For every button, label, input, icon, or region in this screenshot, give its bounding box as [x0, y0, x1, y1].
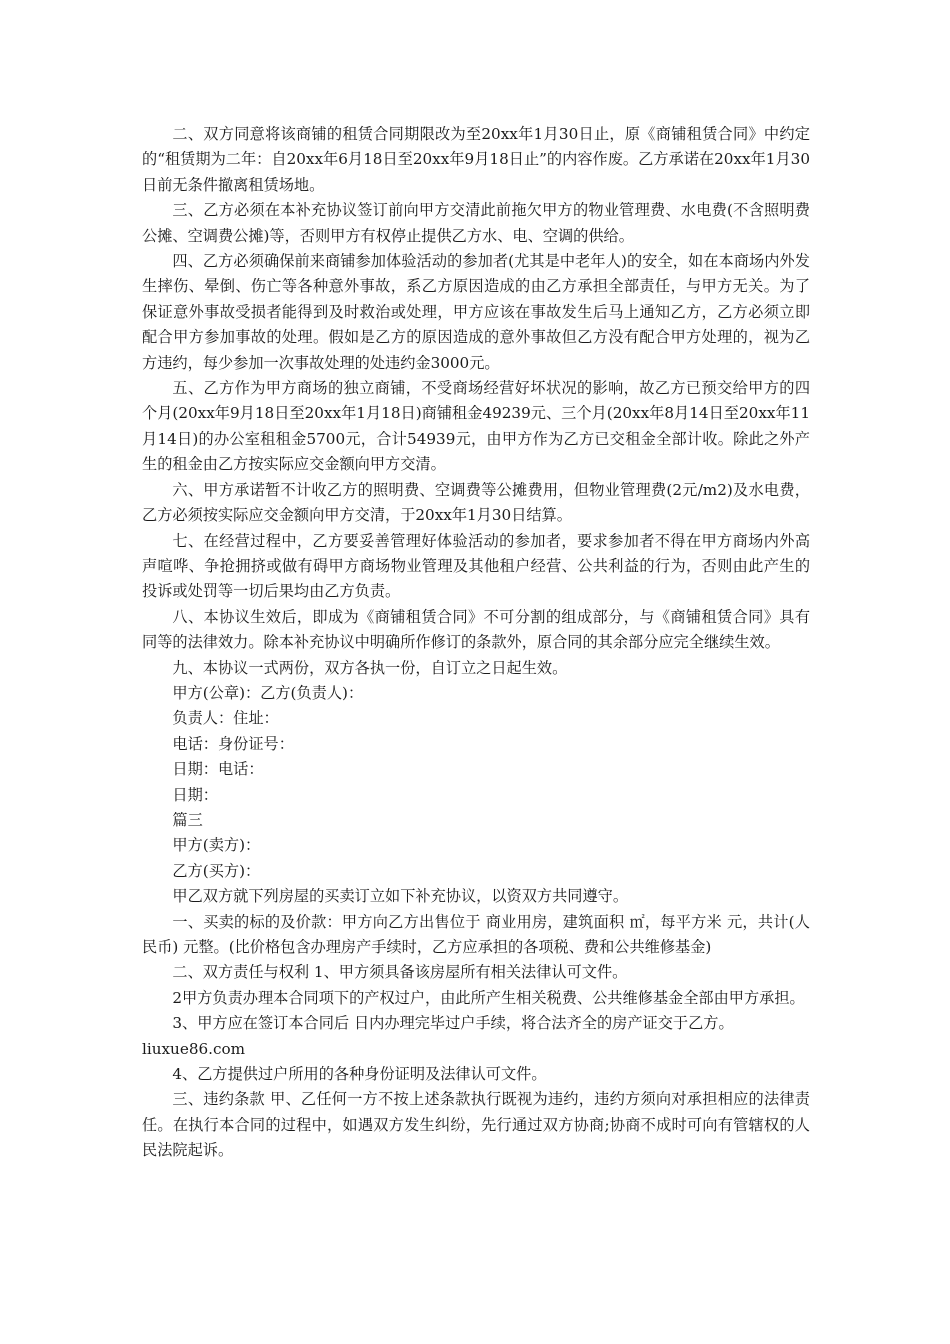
document-paragraph: 甲方(卖方)：	[172, 836, 261, 855]
document-paragraph: 日期：电话：	[172, 760, 264, 779]
document-paragraph: 4、乙方提供过户所用的各种身份证明及法律认可文件。	[172, 1065, 547, 1084]
document-paragraph: 3、甲方应在签订本合同后 日内办理完毕过户手续，将合法齐全的房产证交于乙方。	[172, 1014, 734, 1033]
document-paragraph: 二、双方责任与权利 1、甲方须具备该房屋所有相关法律认可文件。	[172, 963, 628, 982]
document-paragraph: 2甲方负责办理本合同项下的产权过户，由此所产生相关税费、公共维修基金全部由甲方承担。	[172, 988, 805, 1007]
document-paragraph: 六、甲方承诺暂不计收乙方的照明费、空调费等公摊费用，但物业管理费(2元/m2)及水电费，乙方必须按实际应交金额向甲方交清，于20xx年1月30日结算。	[142, 480, 810, 525]
document-paragraph: 八、本协议生效后，即成为《商铺租赁合同》不可分割的组成部分，与《商铺租赁合同》具有同等的法律效力。除本补充协议中明确所作修订的条款外，原合同的其余部分应完全继续生效。	[142, 607, 810, 652]
document-paragraph: 乙方(买方)：	[172, 861, 261, 880]
document-paragraph: 七、在经营过程中，乙方要妥善管理好体验活动的参加者，要求参加者不得在甲方商场内外高声喧哗、争抢拥挤或做有碍甲方商场物业管理及其他租户经营、公共利益的行为，否则由此产生的投诉或处罚等一切后果均由乙方负责。	[142, 531, 810, 601]
document-paragraph: 甲乙双方就下列房屋的买卖订立如下补充协议，以资双方共同遵守。	[172, 887, 629, 906]
document-paragraph: 四、乙方必须确保前来商铺参加体验活动的参加者(尤其是中老年人)的安全，如在本商场内外发生摔伤、晕倒、伤亡等各种意外事故，系乙方原因造成的由乙方承担全部责任，与甲方无关。为了保证意外事故受损者能得到及时救治或处理，甲方应该在事故发生后马上通知乙方，乙方必须立即配合甲方参加事故的处理。假如是乙方的原因造成的意外事故但乙方没有配合甲方处理的，视为乙方违约，每少参加一次事故处理的处违约金3000元。	[142, 252, 810, 372]
document-body	[142, 122, 810, 1164]
document-paragraph: 甲方(公章)：乙方(负责人)：	[172, 683, 364, 702]
document-paragraph: 日期：	[172, 785, 218, 804]
document-paragraph: 五、乙方作为甲方商场的独立商铺，不受商场经营好坏状况的影响，故乙方已预交给甲方的四个月(20xx年9月18日至20xx年1月18日)商铺租金49239元、三个月(20xx年8月14日至20xx年11月14日)的办公室租租金5700元，合计54939元，由甲方作为乙方已交租金全部计收。除此之外产生的租金由乙方按实际应交金额向甲方交清。	[142, 379, 810, 474]
document-paragraph: 电话：身份证号：	[172, 734, 294, 753]
document-paragraph: 三、乙方必须在本补充协议签订前向甲方交清此前拖欠甲方的物业管理费、水电费(不含照明费公摊、空调费公摊)等，否则甲方有权停止提供乙方水、电、空调的供给。	[142, 201, 810, 245]
document-paragraph: liuxue86.com	[142, 1039, 246, 1058]
document-paragraph: 一、买卖的标的及价款：甲方向乙方出售位于 商业用房，建筑面积 ㎡，每平方米 元，共计(人民币) 元整。(比价格包含办理房产手续时，乙方应承担的各项税、费和公共维修基金)	[142, 912, 810, 956]
document-paragraph: 二、双方同意将该商铺的租赁合同期限改为至20xx年1月30日止，原《商铺租赁合同》中约定的“租赁期为二年：自20xx年6月18日至20xx年9月18日止”的内容作废。乙方承诺在20xx年1月30日前无条件撤离租赁场地。	[142, 125, 810, 194]
document-paragraph: 篇三	[172, 810, 203, 829]
document-paragraph: 三、违约条款 甲、乙任何一方不按上述条款执行既视为违约，违约方须向对承担相应的法律责任。在执行本合同的过程中，如遇双方发生纠纷，先行通过双方协商;协商不成时可向有管辖权的人民法院起诉。	[142, 1090, 810, 1160]
document-paragraph: 负责人：住址：	[172, 709, 279, 728]
document-paragraph: 九、本协议一式两份，双方各执一份，自订立之日起生效。	[172, 658, 568, 677]
